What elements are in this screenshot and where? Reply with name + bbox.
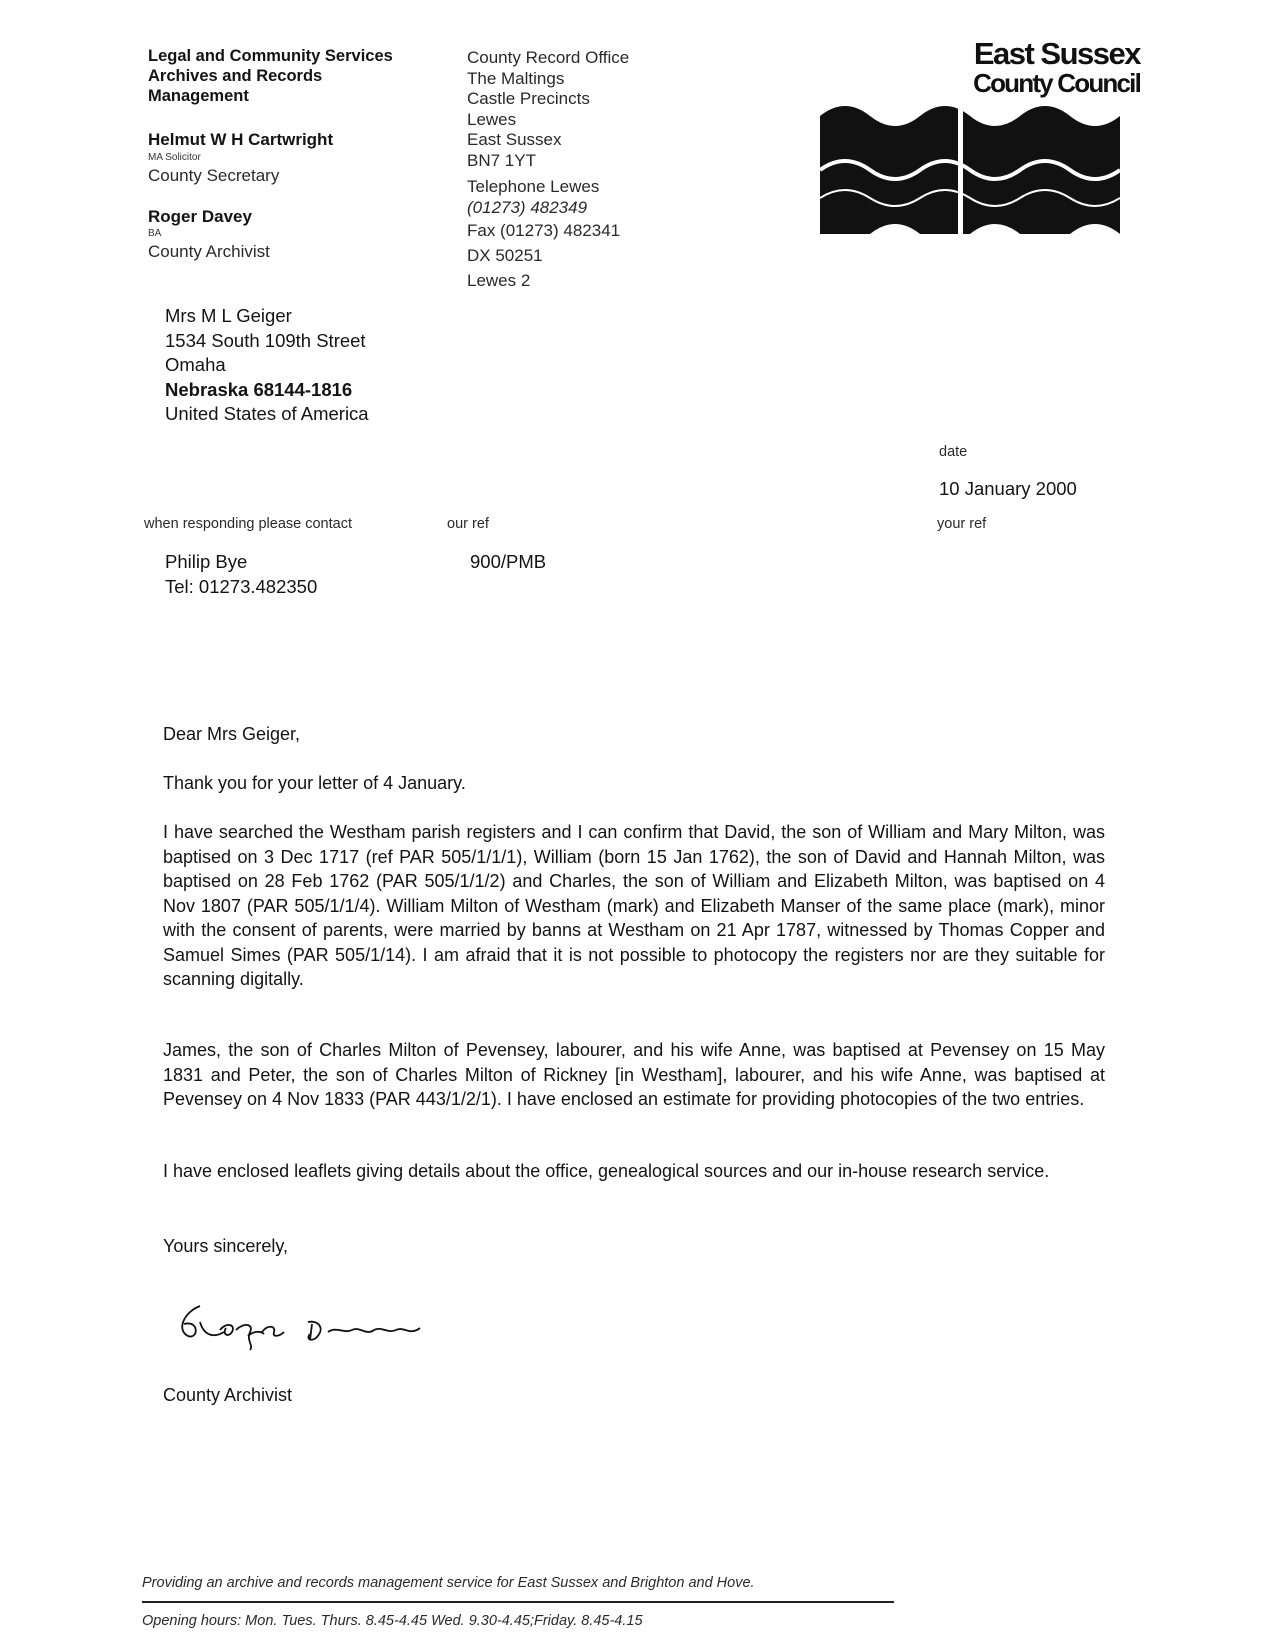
footer-divider [142, 1601, 894, 1603]
contact-telephone: Tel: 01273.482350 [165, 576, 318, 597]
logo-line-1: East Sussex [973, 36, 1140, 71]
office-address [467, 48, 629, 292]
dx-place: Lewes 2 [467, 271, 531, 290]
contact-label: when responding please contact [144, 516, 352, 532]
recipient-state: Nebraska 68144-1816 [165, 378, 353, 400]
office-line: BN7 1YT [467, 150, 536, 170]
letter-date: 10 January 2000 [939, 478, 1077, 499]
archivist-name: Roger Davey [148, 207, 252, 226]
signatory-title: County Archivist [163, 1385, 293, 1405]
closing: Yours sincerely, [163, 1236, 289, 1256]
secretary-title: County Secretary [148, 166, 280, 185]
office-line: Lewes [467, 109, 517, 129]
logo-line-2: County Council [973, 68, 1140, 98]
department-line: Management [148, 87, 249, 105]
our-ref-label: our ref [447, 516, 489, 532]
body-paragraph: James, the son of Charles Milton of Pevensey, labourer, and his wife Anne, was baptised at Pevensey on 15 May 1831 and Peter, the son of Charles Milton of Rickney [in Westham], labourer, and his wife Anne, was baptised at Pevensey on 4 Nov 1833 (PAR 443/1/2/1). I have enclosed an estimate for providing photocopies of the two entries. [163, 1040, 1105, 1109]
office-line: Castle Precincts [467, 89, 590, 108]
department-line: Legal and Community Services [148, 47, 393, 65]
secretary-name: Helmut W H Cartwright [148, 130, 334, 149]
council-logo [820, 36, 1140, 236]
archivist-qualifications: BA [148, 228, 162, 239]
footer-service-line: Providing an archive and records management service for East Sussex and Brighton and Hove. [142, 1575, 755, 1591]
recipient-line: 1534 South 109th Street [165, 329, 366, 351]
office-line: County Record Office [467, 48, 630, 67]
our-ref-value: 900/PMB [470, 551, 547, 572]
body-paragraph: Thank you for your letter of 4 January. [163, 773, 466, 793]
recipient-address [165, 304, 369, 427]
salutation: Dear Mrs Geiger, [163, 724, 301, 744]
date-label: date [939, 444, 968, 460]
your-ref-label: your ref [937, 516, 987, 532]
body-paragraph: I have enclosed leaflets giving details about the office, genealogical sources and our in-house research service. [163, 1161, 1050, 1181]
department-line: Archives and Records [148, 67, 323, 85]
office-line: The Maltings [467, 68, 565, 88]
recipient-country: United States of America [165, 403, 369, 424]
secretary-qualifications: MA Solicitor [148, 152, 201, 163]
office-line: East Sussex [467, 130, 562, 149]
dx-number: DX 50251 [467, 245, 543, 265]
contact-name: Philip Bye [165, 551, 248, 572]
wave-emblem-icon [820, 36, 1140, 236]
department-block [148, 46, 393, 106]
recipient-line: Mrs M L Geiger [165, 305, 292, 326]
telephone-number: (01273) 482349 [467, 197, 588, 217]
fax-number: Fax (01273) 482341 [467, 221, 621, 240]
handwritten-signature [170, 1292, 450, 1352]
archivist-title: County Archivist [148, 242, 270, 261]
footer-opening-hours: Opening hours: Mon. Tues. Thurs. 8.45-4.45 Wed. 9.30-4.45;Friday. 8.45-4.15 [142, 1613, 643, 1629]
telephone-label: Telephone Lewes [467, 177, 600, 196]
body-paragraph: I have searched the Westham parish registers and I can confirm that David, the son of William and Mary Milton, was baptised on 3 Dec 1717 (ref PAR 505/1/1/1), William (born 15 Jan 1762), the son of David and Hannah Milton, was baptised on 28 Feb 1762 (PAR 505/1/1/2) and Charles, the son of William and Elizabeth Milton, was baptised on 4 Nov 1807 (PAR 505/1/1/4). William Milton of Westham (mark) and Elizabeth Manser of the same place (mark), minor with the consent of parents, were married by banns at Westham on 21 Apr 1787, witnessed by Thomas Copper and Samuel Simes (PAR 505/1/14). I am afraid that it is not possible to photocopy the registers nor are they suitable for scanning digitally. [163, 822, 1105, 989]
recipient-line: Omaha [165, 354, 226, 375]
